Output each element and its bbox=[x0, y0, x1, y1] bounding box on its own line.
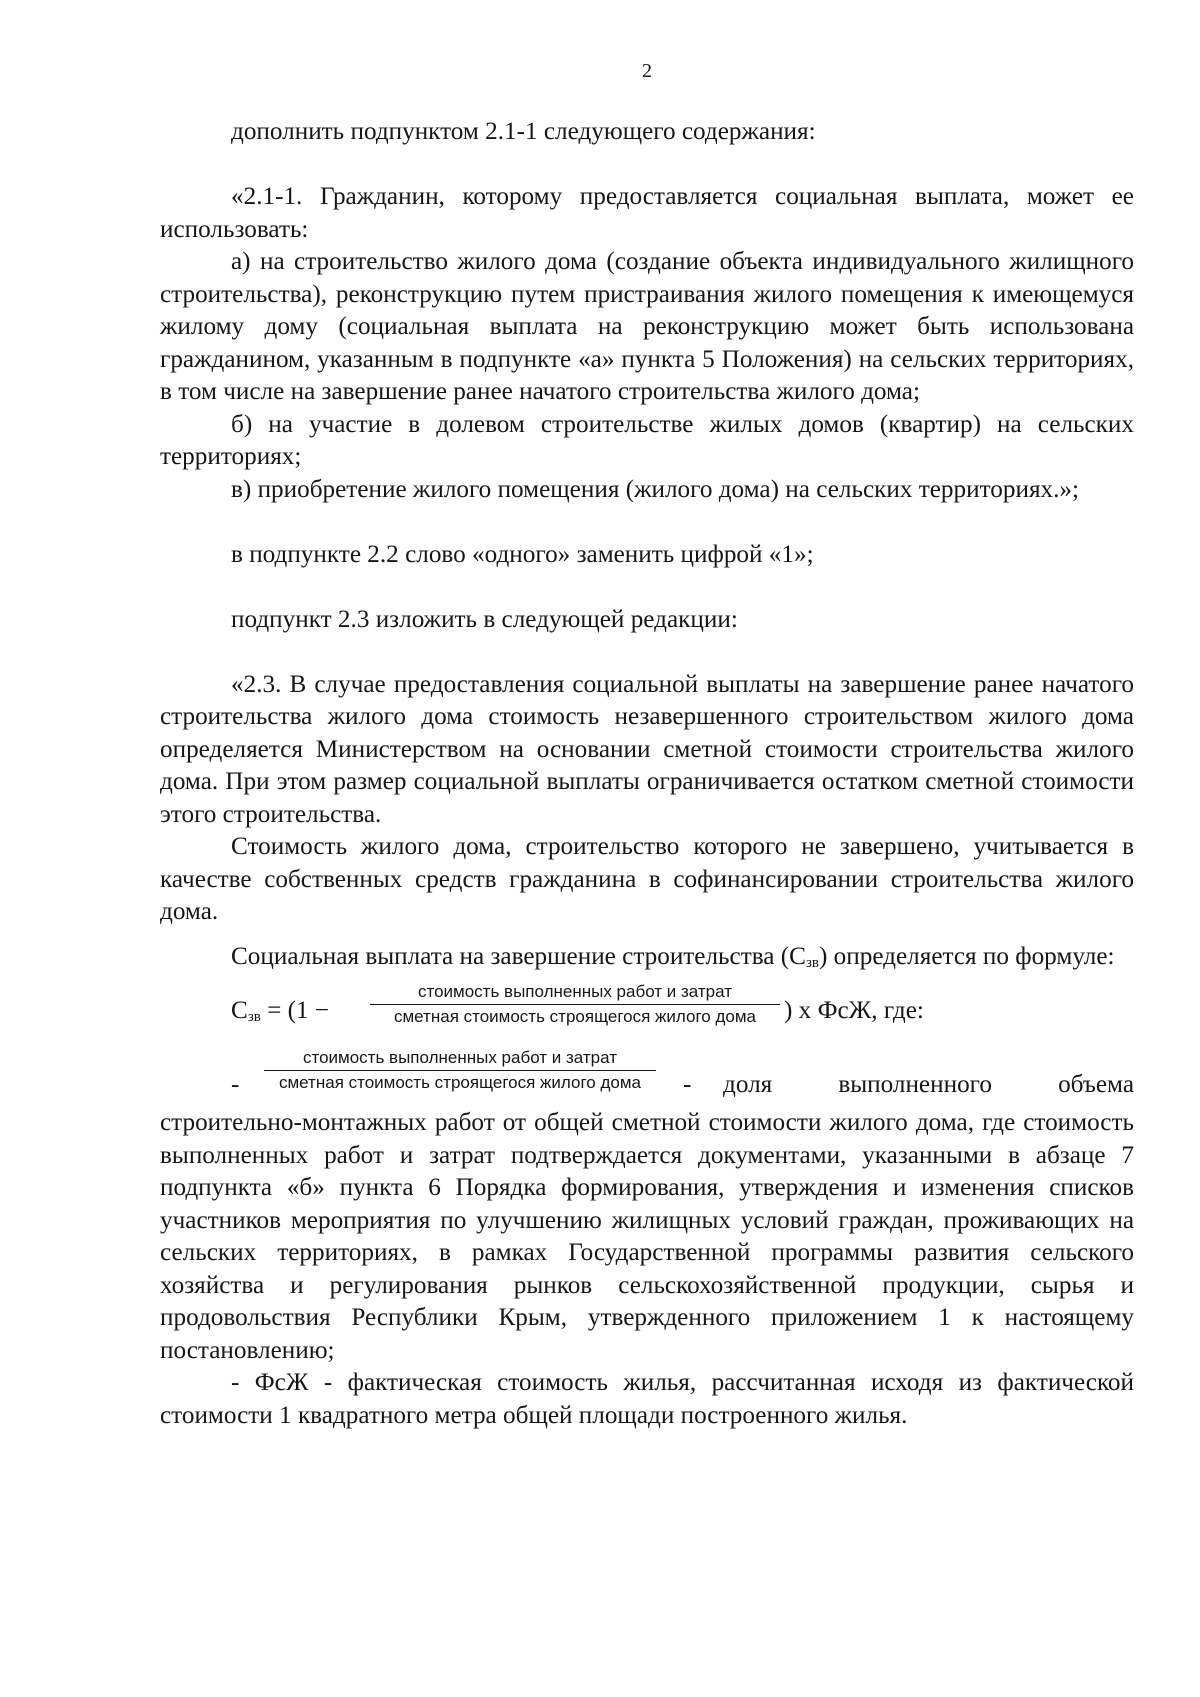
paragraph-formula-intro: Социальная выплата на завершение строительства $(С_{зв})$ определяется по формуле: bbox=[231, 942, 1115, 971]
paragraph-item-a: а) на строительство жилого дома (создание объекта индивидуального жилищного строительства), реконструкцию путем пристраивания жилого помещения к имеющемуся жилому дому (социальная выплата на реконструкцию может быть использована гражданином, указанным в подпункте «а» пункта 5 Положения) на сельских территориях, в том числе на завершение ранее начатого строительства жилого дома; bbox=[160, 248, 1134, 405]
definition-numerator: стоимость выполненных работ и затрат bbox=[264, 1047, 656, 1071]
page-number: 2 bbox=[642, 60, 652, 82]
formula-fraction bbox=[370, 981, 780, 1028]
document-page bbox=[160, 0, 1134, 1697]
spacer bbox=[160, 571, 1134, 604]
formula-numerator: стоимость выполненных работ и затрат bbox=[370, 981, 780, 1005]
spacer bbox=[160, 636, 1134, 669]
paragraph-subpoint-2-3: подпункт 2.3 изложить в следующей редакции: bbox=[231, 605, 738, 633]
definition-tail: доля выполненного объема bbox=[723, 1071, 1134, 1098]
formula bbox=[160, 981, 1134, 1033]
paragraph-item-v: в) приобретение жилого помещения (жилого дома) на сельских территориях.»; bbox=[231, 475, 1080, 503]
definition-fraction-line: - стоимость выполненных работ и затрат сметная стоимость строящегося жилого дома - доля выполненного объема bbox=[160, 1047, 1134, 1109]
formula-denominator: сметная стоимость строящегося жилого дома bbox=[393, 1007, 756, 1026]
paragraph-subpoint-2-2: в подпункте 2.2 слово «одного» заменить цифрой «1»; bbox=[231, 540, 814, 568]
paragraph-cost: Стоимость жилого дома, строительство которого не завершено, учитывается в качестве собственных средств гражданина в софинансировании строительства жилого дома. bbox=[160, 833, 1134, 925]
paragraph-intro: дополнить подпунктом 2.1-1 следующего содержания: bbox=[231, 118, 816, 145]
document-body bbox=[160, 116, 1134, 1432]
definition-denominator: сметная стоимость строящегося жилого дома bbox=[278, 1073, 641, 1092]
formula-lhs: $С_{зв} = (1$ − bbox=[231, 997, 330, 1025]
formula-rhs: ) х ФсЖ, где: bbox=[784, 997, 924, 1024]
paragraph-item-b: б) на участие в долевом строительстве жилых домов (квартир) на сельских территориях; bbox=[160, 410, 1134, 470]
paragraph-fszh: - ФсЖ - фактическая стоимость жилья, рассчитанная исходя из фактической стоимости 1 квадратного метра общей площади построенного жилья. bbox=[160, 1369, 1134, 1429]
spacer bbox=[160, 149, 1134, 182]
paragraph-definition-continued: строительно-монтажных работ от общей сметной стоимости жилого дома, где стоимость выполненных работ и затрат подтверждается документами, указанными в абзаце 7 подпункта «б» пункта 6 Порядка формирования, утверждения и изменения списков участников мероприятия по улучшению жилищных условий граждан, проживающих на сельских территориях, в рамках Государственной программы развития сельского хозяйства и регулирования рынков сельскохозяйственной продукции, сырья и продовольствия Республики Крым, утвержденного приложением 1 к настоящему постановлению; bbox=[160, 1109, 1134, 1364]
definition-fraction bbox=[264, 1047, 656, 1094]
paragraph-2-3-text: «2.3. В случае предоставления социальной выплаты на завершение ранее начатого строительства жилого дома стоимость незавершенного строительством жилого дома определяется Министерством на основании сметной стоимости строительства жилого дома. При этом размер социальной выплаты ограничивается остатком сметной стоимости этого строительства. bbox=[160, 670, 1134, 828]
spacer bbox=[160, 506, 1134, 539]
paragraph-2-1-1: «2.1-1. Гражданин, которому предоставляется социальная выплата, может ее использовать: bbox=[160, 183, 1134, 243]
